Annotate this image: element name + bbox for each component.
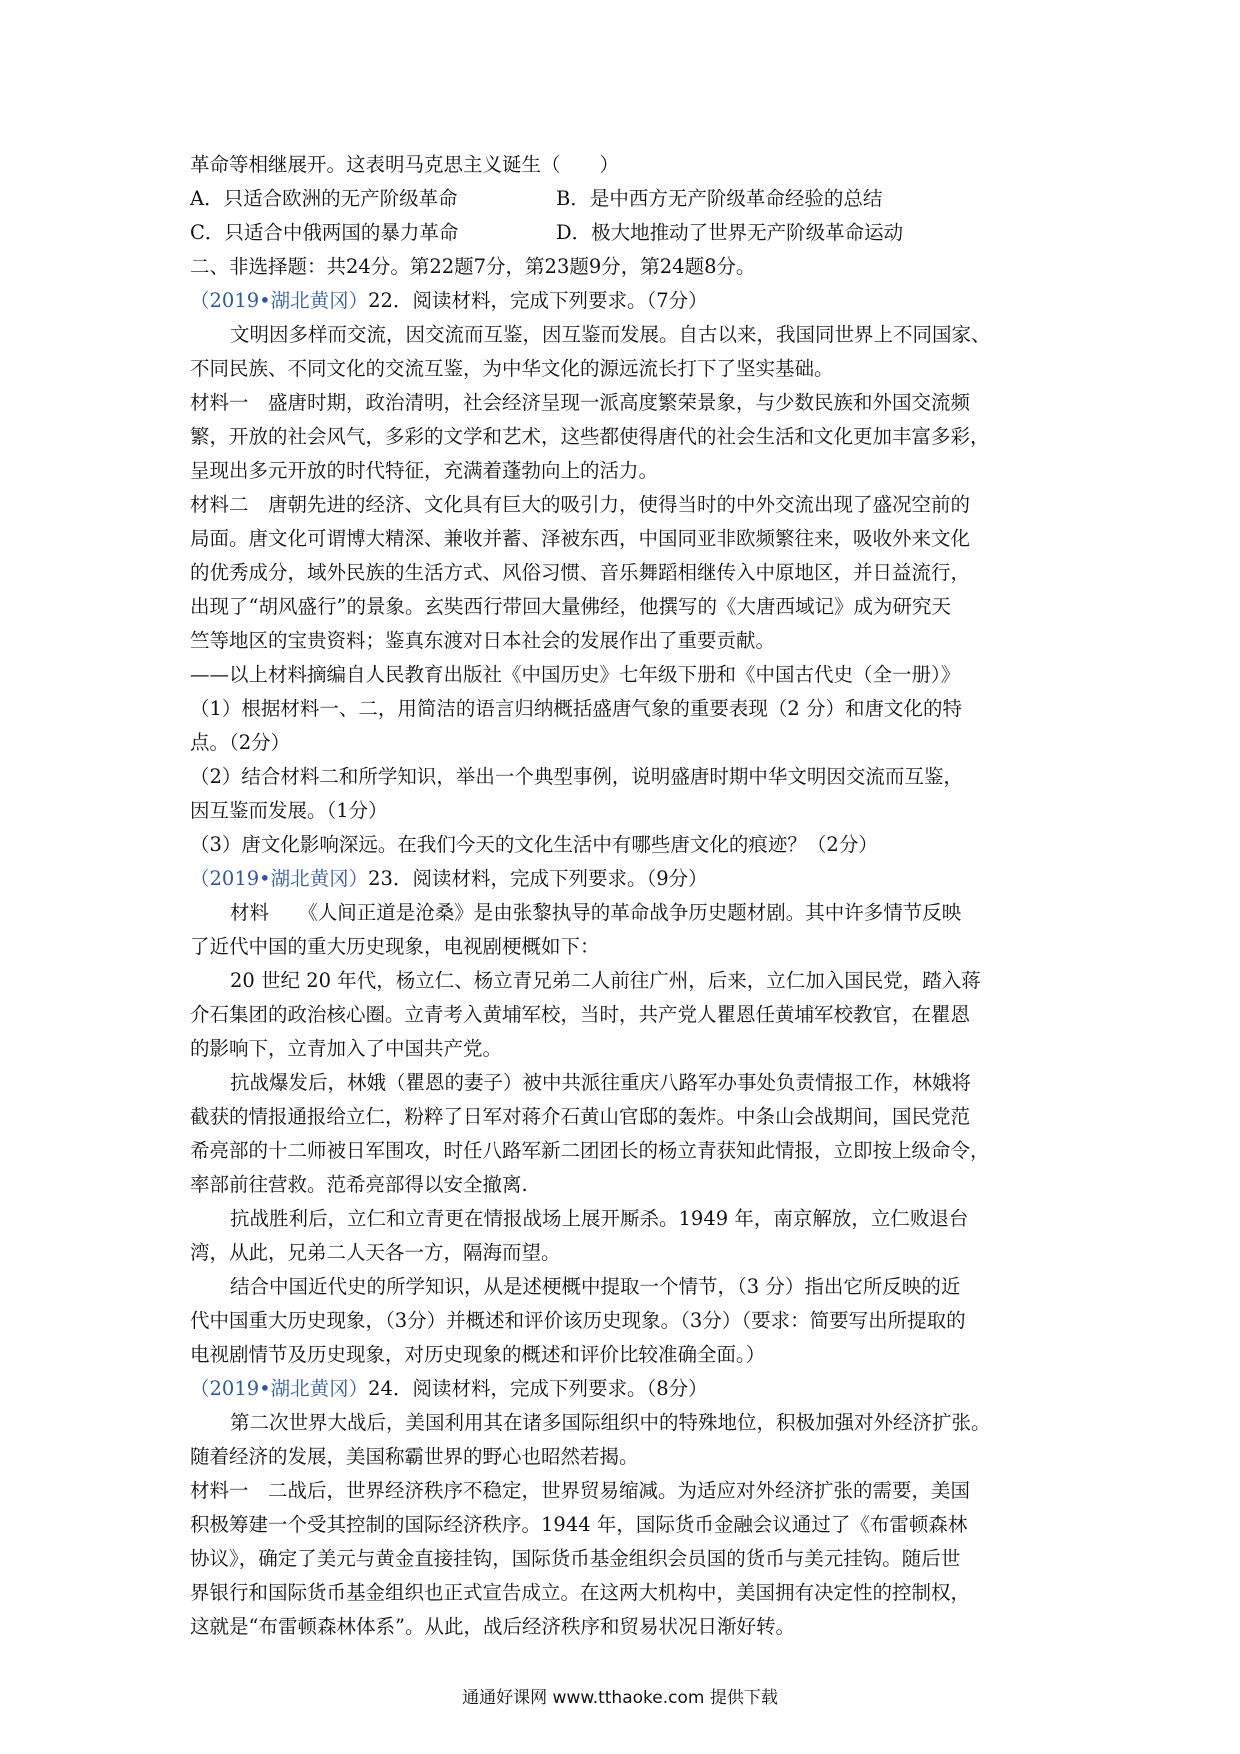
question-heading — [190, 1372, 1062, 1406]
text-line: 结合中国近代史的所学知识，从是述梗概中提取一个情节，（3 分）指出它所反映的近 — [230, 1275, 961, 1298]
text-line: 材料一 盛唐时期，政治清明，社会经济呈现一派高度繁荣景象，与少数民族和外国交流频 — [190, 391, 971, 414]
text-line: 抗战爆发后，林娥（瞿恩的妻子）被中共派往重庆八路军办事处负责情报工作，林娥将 — [230, 1071, 972, 1094]
text-line: 第二次世界大战后，美国利用其在诸多国际组织中的特殊地位，积极加强对外经济扩张。 — [230, 1411, 991, 1434]
answer-option: C．只适合中俄两国的暴力革命 — [190, 221, 459, 244]
text-line: 繁，开放的社会风气，多彩的文学和艺术，这些都使得唐代的社会生活和文化更加丰富多彩， — [190, 425, 990, 448]
text-line: 二、非选择题：共24分。第22题7分，第23题9分，第24题8分。 — [190, 255, 756, 278]
text-line: 材料二 唐朝先进的经济、文化具有巨大的吸引力，使得当时的中外交流出现了盛况空前的 — [190, 493, 971, 516]
text-line: 协议》，确定了美元与黄金直接挂钩，国际货币基金组织会员国的货币与美元挂钩。随后世 — [190, 1547, 961, 1570]
text-line: 材料 《人间正道是沧桑》是由张黎执导的革命战争历史题材剧。其中许多情节反映 — [230, 901, 962, 924]
question-text: 24．阅读材料，完成下列要求。（8分） — [368, 1377, 708, 1400]
option-row — [190, 216, 1062, 250]
text-line: 点。（2分） — [190, 731, 291, 754]
answer-option: D．极大地推动了世界无产阶级革命运动 — [556, 221, 904, 244]
source-label: （2019•湖北黄冈） — [190, 289, 369, 312]
text-line: 20 世纪 20 年代，杨立仁、杨立青兄弟二人前往广州，后来，立仁加入国民党，踏入蒋 — [230, 969, 981, 992]
text-line: 的优秀成分，域外民族的生活方式、风俗习惯、音乐舞蹈相继传入中原地区，并日益流行， — [190, 561, 971, 584]
question-heading — [190, 862, 1062, 896]
question-text: 23．阅读材料，完成下列要求。（9分） — [368, 867, 708, 890]
text-line: 出现了“胡风盛行”的景象。玄奘西行带回大量佛经，他撰写的《大唐西域记》成为研究天 — [190, 595, 951, 618]
text-line: 文明因多样而交流，因交流而互鉴，因互鉴而发展。自古以来，我国同世界上不同国家、 — [230, 323, 991, 346]
text-line: 率部前往营救。范希亮部得以安全撤离. — [190, 1173, 528, 1196]
page-footer: 通通好课网 www.tthaoke.com 提供下载 — [462, 1688, 778, 1708]
answer-option: A．只适合欧洲的无产阶级革命 — [190, 187, 458, 210]
text-line: 希亮部的十二师被日军围攻，时任八路军新二团团长的杨立青获知此情报，立即按上级命令， — [190, 1139, 990, 1162]
question-heading — [190, 284, 1062, 318]
option-row — [190, 182, 1062, 216]
text-line: 了近代中国的重大历史现象，电视剧梗概如下： — [190, 935, 600, 958]
question-text: 22．阅读材料，完成下列要求。（7分） — [368, 289, 708, 312]
text-line: （2）结合材料二和所学知识，举出一个典型事例，说明盛唐时期中华文明因交流而互鉴， — [190, 765, 963, 788]
text-line: ——以上材料摘编自人民教育出版社《中国历史》七年级下册和《中国古代史（全一册）》 — [190, 663, 961, 686]
text-line: 介石集团的政治核心圈。立青考入黄埔军校，当时，共产党人瞿恩任黄埔军校教官，在瞿恩 — [190, 1003, 971, 1026]
text-line: 因互鉴而发展。（1分） — [190, 799, 388, 822]
source-label: （2019•湖北黄冈） — [190, 867, 369, 890]
text-line: 抗战胜利后，立仁和立青更在情报战场上展开厮杀。1949 年，南京解放，立仁败退台 — [230, 1207, 969, 1230]
text-line: 革命等相继展开。这表明马克思主义诞生（ ） — [190, 153, 620, 176]
text-line: 积极筹建一个受其控制的国际经济秩序。1944 年，国际货币金融会议通过了《布雷顿森林 — [190, 1513, 968, 1536]
text-line: 截获的情报通报给立仁，粉粹了日军对蒋介石黄山官邸的轰炸。中条山会战期间，国民党范 — [190, 1105, 971, 1128]
answer-option: B．是中西方无产阶级革命经验的总结 — [556, 187, 883, 210]
text-line: 不同民族、不同文化的交流互鉴，为中华文化的源远流长打下了坚实基础。 — [190, 357, 834, 380]
text-line: 的影响下，立青加入了中国共产党。 — [190, 1037, 503, 1060]
text-line: 呈现出多元开放的时代特征，充满着蓬勃向上的活力。 — [190, 459, 659, 482]
text-line: （1）根据材料一、二，用简洁的语言归纳概括盛唐气象的重要表现（2 分）和唐文化的特 — [190, 697, 963, 720]
page-body — [190, 148, 1062, 1644]
text-line: 随着经济的发展，美国称霸世界的野心也昭然若揭。 — [190, 1445, 639, 1468]
text-line: （3）唐文化影响深远。在我们今天的文化生活中有哪些唐文化的痕迹？（2分） — [190, 833, 878, 856]
source-label: （2019•湖北黄冈） — [190, 1377, 369, 1400]
text-line: 材料一 二战后，世界经济秩序不稳定，世界贸易缩减。为适应对外经济扩张的需要，美国 — [190, 1479, 971, 1502]
text-line: 电视剧情节及历史现象，对历史现象的概述和评价比较准确全面。） — [190, 1343, 766, 1366]
text-line: 界银行和国际货币基金组织也正式宣告成立。在这两大机构中，美国拥有决定性的控制权， — [190, 1581, 971, 1604]
text-line: 代中国重大历史现象，（3分）并概述和评价该历史现象。（3分）（要求：简要写出所提取的 — [190, 1309, 966, 1332]
text-line: 湾，从此，兄弟二人天各一方，隔海而望。 — [190, 1241, 561, 1264]
text-line: 这就是“布雷顿森林体系”。从此，战后经济秩序和贸易状况日渐好转。 — [190, 1615, 795, 1638]
text-line: 局面。唐文化可谓博大精深、兼收并蓄、泽被东西，中国同亚非欧频繁往来，吸收外来文化 — [190, 527, 971, 550]
text-line: 竺等地区的宝贵资料；鉴真东渡对日本社会的发展作出了重要贡献。 — [190, 629, 776, 652]
